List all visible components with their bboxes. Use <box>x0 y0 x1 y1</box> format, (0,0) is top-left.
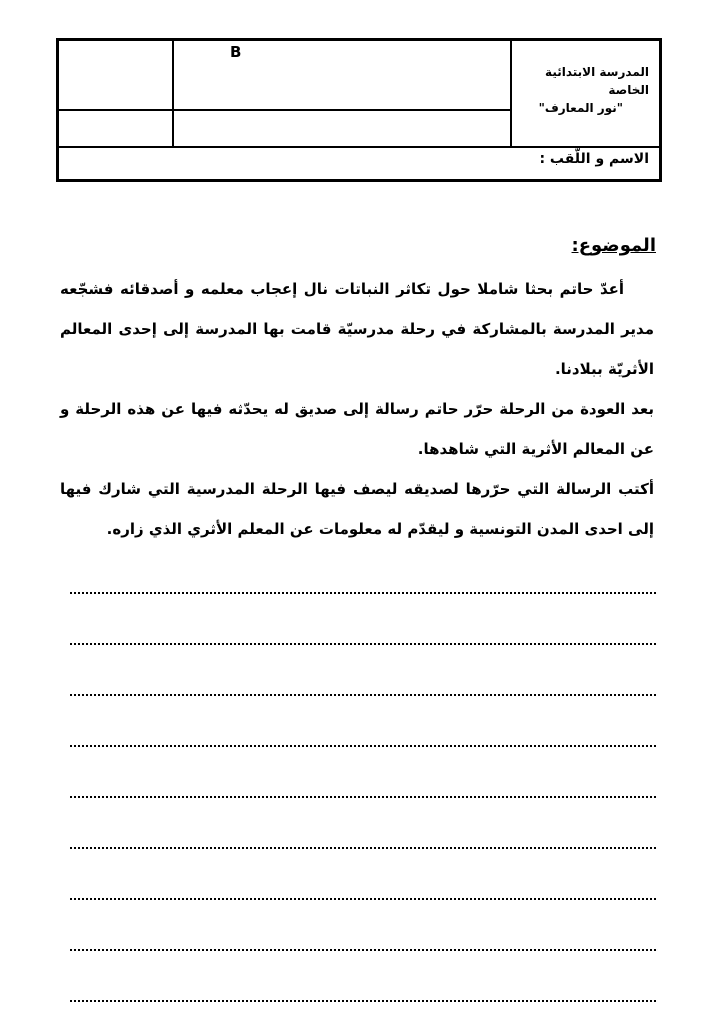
answer-line[interactable] <box>70 849 656 900</box>
school-name <box>509 63 649 117</box>
header-divider <box>59 146 659 148</box>
topic-body <box>60 269 654 549</box>
topic-paragraph: بعد العودة من الرحلة حرّر حاتم رسالة إلى صديق له يحدّثه فيها عن هذه الرحلة و عن المعالم الأثرية التي شاهدها. <box>60 400 654 458</box>
topic-paragraph: أكتب الرسالة التي حرّرها لصديقه ليصف فيها الرحلة المدرسية التي شارك فيها إلى احدى المدن التونسية و ليقدّم له معلومات عن المعلم الأثري الذي زاره. <box>60 480 654 538</box>
answer-line[interactable] <box>70 696 656 747</box>
topic-paragraph: أعدّ حاتم بحثا شاملا حول تكاثر النباتات نال إعجاب معلمه و أصدقائه فشجّعه مدير المدرسة بالمشاركة في رحلة مدرسيّة قامت بها المدرسة إلى إحدى المعالم الأثريّة ببلادنا. <box>60 280 654 378</box>
school-name-line1: المدرسة الابتدائية الخاصة <box>545 65 649 97</box>
header-divider <box>59 109 512 111</box>
header-divider <box>172 41 174 148</box>
header-table <box>56 38 662 182</box>
topic-title: الموضوع: <box>571 235 656 256</box>
answer-line[interactable] <box>70 747 656 798</box>
answer-line[interactable] <box>70 543 656 594</box>
answer-line[interactable] <box>70 645 656 696</box>
answer-line[interactable] <box>70 798 656 849</box>
name-field-label: الاسم و اللّقب : <box>539 151 649 167</box>
answer-lines[interactable] <box>70 543 656 1002</box>
corner-mark: B <box>230 43 242 61</box>
school-name-line2: "نور المعارف" <box>538 101 623 115</box>
answer-line[interactable] <box>70 951 656 1002</box>
answer-line[interactable] <box>70 900 656 951</box>
answer-line[interactable] <box>70 594 656 645</box>
